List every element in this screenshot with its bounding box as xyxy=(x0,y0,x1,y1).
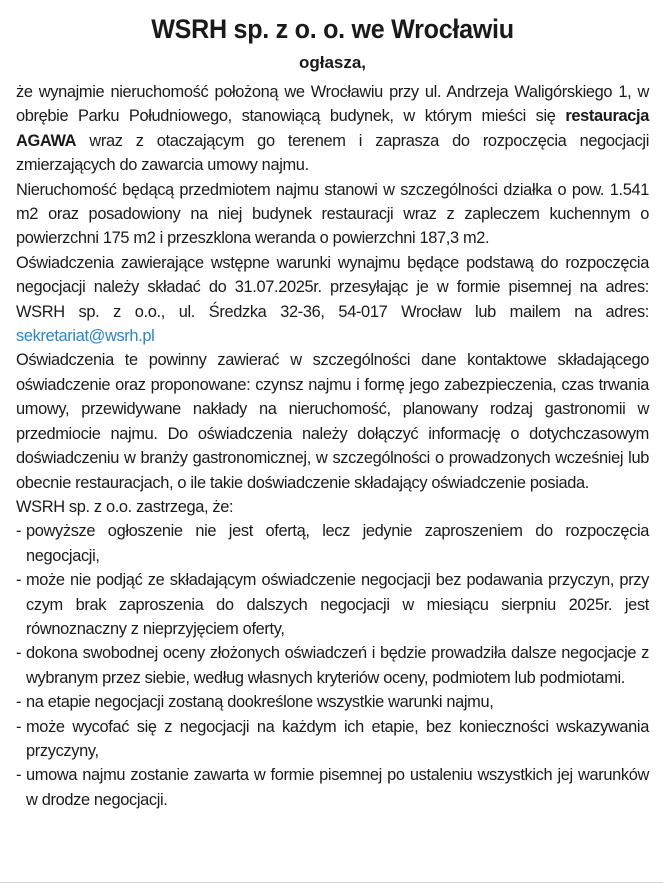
announcement-title: WSRH sp. z o. o. we Wrocławiu xyxy=(151,14,514,44)
paragraph-submission-text: Oświadczenia zawierające wstępne warunki wynajmu będące podstawą do rozpoczęcia negocjacji należy składać do 31.07.2025r. przesyłając je w formie pisemnej na adres: WSRH sp. z o.o., ul. Średzka 32-36, 54-017 Wrocław lub mailem na adres: xyxy=(16,253,649,321)
dash-bullet: - xyxy=(16,693,22,712)
list-item-text: na etapie negocjacji zostaną dookreślone wszystkie warunki najmu, xyxy=(26,693,494,712)
list-item-text: może wycofać się z negocjacji na każdym ich etapie, bez konieczności wskazywania przyczyny, xyxy=(26,717,649,760)
list-item-text: powyższe ogłoszenie nie jest ofertą, lecz jedynie zaproszeniem do rozpoczęcia negocjacji, xyxy=(26,522,649,565)
conditions-list xyxy=(16,519,649,812)
paragraph-intro-end: wraz z otaczającym go terenem i zaprasza do rozpoczęcia negocjacji zmierzających do zawarcia umowy najmu. xyxy=(16,131,649,175)
dash-bullet: - xyxy=(16,766,22,785)
dash-bullet: - xyxy=(16,717,22,736)
list-item xyxy=(16,715,649,764)
list-item-text: umowa najmu zostanie zawarta w formie pisemnej po ustaleniu wszystkich jej warunków w drodze negocjacji. xyxy=(26,766,649,809)
list-item-text: dokona swobodnej oceny złożonych oświadczeń i będzie prowadziła dalsze negocjacje z wybranym przez siebie, według własnych kryteriów oceny, podmiotem lub podmiotami. xyxy=(26,644,649,687)
announcement-subtitle: ogłasza, xyxy=(298,53,367,72)
list-item xyxy=(16,641,649,690)
list-item xyxy=(16,568,649,641)
list-item xyxy=(16,763,649,812)
list-item xyxy=(16,519,649,568)
dash-bullet: - xyxy=(16,571,22,590)
list-item xyxy=(16,690,649,714)
paragraph-property: Nieruchomość będącą przedmiotem najmu stanowi w szczególności działka o pow. 1.541 m2 oraz posadowiony na niej budynek restauracji wraz z zapleczem kuchennym o powierzchni 175 m2 i przeszklona weranda o powierzchni 187,3 m2. xyxy=(16,180,649,248)
paragraph-submission xyxy=(16,251,649,349)
restaurant-name: restauracja AGAWA xyxy=(16,107,649,150)
paragraph-requirements: Oświadczenia te powinny zawierać w szczególności dane kontaktowe składającego oświadczenie oraz proponowane: czynsz najmu i formę jego zabezpieczenia, czas trwania umowy, przewidywane nakłady na nieruchomość, planowany rodzaj gastronomii w przedmiocie najmu. Do oświadczenia należy dołączyć informację o dotychczasowym doświadczeniu w branży gastronomicznej, w szczególności o prowadzonych wcześniej lub obecnie restauracjach, o ile takie doświadczenie składający oświadczenie posiada. xyxy=(16,351,649,492)
paragraph-reservations: WSRH sp. z o.o. zastrzega, że: xyxy=(16,497,234,516)
dash-bullet: - xyxy=(16,644,22,663)
paragraph-intro-start: że wynajmie nieruchomość położoną we Wrocławiu przy ul. Andrzeja Waligórskiego 1, w obrębie Parku Południowego, stanowiącą budynek, w którym mieści się xyxy=(16,83,649,126)
announcement-body xyxy=(16,80,649,812)
paragraph-intro xyxy=(16,80,649,178)
list-item-text: może nie podjąć ze składającym oświadczenie negocjacji bez podawania przyczyn, przy czym brak zaproszenia do dalszych negocjacji w miesiącu sierpniu 2025r. jest równoznaczny z nieprzyjęciem oferty, xyxy=(26,571,649,638)
email-link[interactable]: sekretariat@wsrh.pl xyxy=(16,327,155,346)
dash-bullet: - xyxy=(16,522,22,541)
